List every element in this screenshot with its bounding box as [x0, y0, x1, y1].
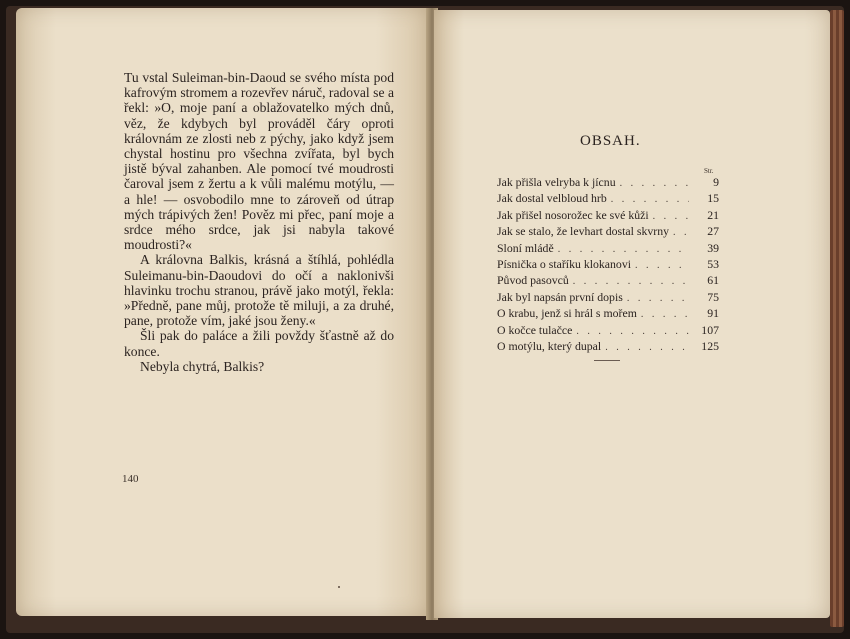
- toc-entry: [497, 323, 719, 339]
- toc-entry-title: Jak se stalo, že levhart dostal skvrny: [497, 224, 669, 239]
- toc-title: OBSAH.: [580, 133, 641, 149]
- toc-entry-title: Jak dostal velbloud hrb: [497, 191, 607, 206]
- dot-leader: [576, 324, 689, 339]
- toc-entry: [497, 208, 719, 224]
- dot-leader: [641, 307, 689, 322]
- toc-entry: [497, 257, 719, 273]
- left-page: [16, 8, 428, 616]
- cover-edge: [830, 10, 844, 627]
- dot-leader: [605, 340, 689, 355]
- toc-entry-title: Jak byl napsán první dopis: [497, 289, 623, 304]
- toc-entry-title: O krabu, jenž si hrál s mořem: [497, 306, 637, 321]
- dot-leader: [620, 176, 689, 191]
- dot-leader: [653, 209, 689, 224]
- toc-entry-title: Sloní mládě: [497, 240, 554, 255]
- toc-entry: [497, 241, 719, 257]
- toc-entry: [497, 273, 719, 289]
- toc-entry: [497, 175, 719, 191]
- toc-entry-page: 107: [701, 322, 719, 337]
- story-text: [124, 70, 394, 374]
- toc-entry: [497, 339, 719, 355]
- toc-entry-title: Původ pasovců: [497, 273, 569, 288]
- toc-entry: [497, 290, 719, 306]
- toc-entry-page: 21: [707, 207, 719, 222]
- paragraph: Nebyla chytrá, Balkis?: [140, 358, 265, 374]
- dot-leader: [573, 274, 689, 289]
- toc-entry-page: 125: [701, 339, 719, 354]
- toc-entry-page: 39: [707, 240, 719, 255]
- dot-leader: [558, 242, 689, 257]
- paragraph: Tu vstal Suleiman-bin-Daoud se svého místa pod kafrovým stromem a rozevřev náruč, radoval se a řekl: »O, moje paní a oblažovatelko mých dnů, věz, že kdybych byl prováděl čáry oproti královnám ze zlosti neb z pýchy, jako když jsem chystal hostinu pro všechna zvířata, byl bych jistě býval zahanben. Ale pomocí tvé moudrosti čaroval jsem z žertu a k vůli malému motýlu, — a hle! — osvobodilo mne to zároveň od útrap mých trápivých žen! Pověz mi přec, paní moje a srdce mého srdce, jak jsi nabyla takové moudrosti?«: [124, 70, 394, 253]
- toc-page-header: Str.: [704, 167, 714, 175]
- toc-entry: [497, 191, 719, 207]
- toc-entry-page: 91: [707, 306, 719, 321]
- toc-entry-page: 27: [707, 224, 719, 239]
- dot-leader: [611, 192, 689, 207]
- closing-rule: [594, 360, 620, 361]
- toc-entry-title: O kočce tulačce: [497, 322, 573, 337]
- dot-leader: [635, 258, 689, 273]
- paragraph: A královna Balkis, krásná a štíhlá, pohlédla Suleimanu-bin-Daoudovi do očí a naklonivši hlavinku trochu stranou, právě jako motýl, řekla: »Předně, pane můj, protože tě miluji, a za druhé, pane, protože vím, jaké jsou ženy.«: [124, 252, 394, 329]
- toc-entry-title: O motýlu, který dupal: [497, 339, 602, 354]
- toc-entry-title: Písnička o staříku klokanovi: [497, 257, 632, 272]
- toc-entry-page: 53: [707, 257, 719, 272]
- page-number: 140: [122, 473, 139, 485]
- toc-entry-page: 75: [707, 289, 719, 304]
- toc-entry: [497, 224, 719, 240]
- table-of-contents: [497, 175, 719, 355]
- dot-leader: [673, 225, 689, 240]
- paragraph: Šli pak do paláce a žili povždy šťastně až do konce.: [124, 328, 394, 359]
- toc-entry-title: Jak přišel nosorožec ke své kůži: [497, 207, 649, 222]
- toc-entry-page: 15: [707, 191, 719, 206]
- paper-speck: [338, 586, 340, 588]
- toc-entry: [497, 306, 719, 322]
- dot-leader: [627, 291, 689, 306]
- toc-entry-page: 9: [713, 175, 719, 189]
- toc-entry-title: Jak přišla velryba k jícnu: [497, 175, 616, 189]
- toc-entry-page: 61: [707, 273, 719, 288]
